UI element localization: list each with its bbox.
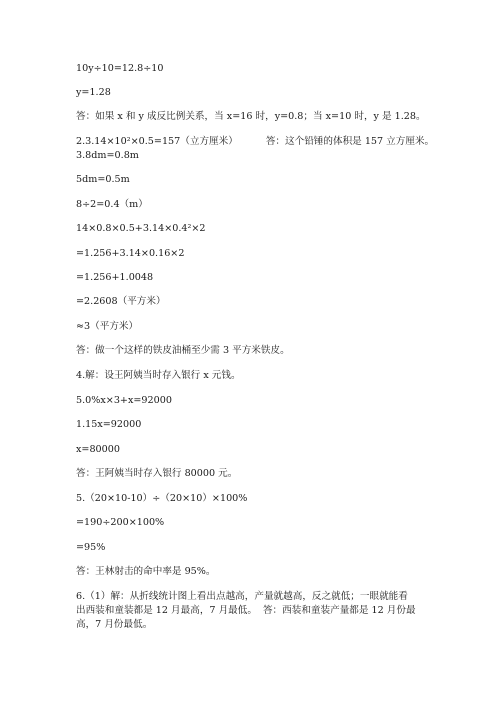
text-line: 8÷2=0.4（m）	[76, 199, 148, 210]
text-line: 答：如果 x 和 y 成反比例关系，当 x=16 时，y=0.8；当 x=10 时，y 是 1.28。	[76, 111, 426, 122]
text-line: 高，7 月份最低。	[76, 619, 153, 630]
text-line	[76, 135, 434, 148]
text-line: 1.15x=92000	[76, 419, 142, 430]
text-line: 4.解：设王阿姨当时存入银行 x 元钱。	[76, 370, 241, 381]
text-line: 5dm=0.5m	[76, 174, 130, 185]
text-line	[76, 604, 416, 617]
text-line: x=80000	[76, 444, 120, 455]
text-line: =190÷200×100%	[76, 517, 165, 528]
text-line: y=1.28	[76, 87, 111, 98]
text-line: =1.256+3.14×0.16×2	[76, 248, 185, 259]
text-line: =1.256+1.0048	[76, 272, 154, 283]
text-line: 6.（1）解：从折线统计图上看出点越高，产量就越高，反之就低；一眼就能看	[76, 591, 408, 602]
text-line: 答：王林射击的命中率是 95%。	[76, 566, 216, 577]
text-line: 答：做一个这样的铁皮油桶至少需 3 平方米铁皮。	[76, 345, 290, 356]
text-line: =2.2608（平方米）	[76, 296, 166, 307]
text-line: 14×0.8×0.5+3.14×0.4²×2	[76, 223, 206, 234]
text-line: 5.（20×10-10）÷（20×10）×100%	[76, 493, 248, 504]
text-line: =95%	[76, 542, 106, 553]
text-line: ≈3（平方米）	[76, 321, 139, 332]
text-segment: 答：西装和童装产量都是 12 月份最	[262, 605, 416, 616]
text-line: 答：王阿姨当时存入银行 80000 元。	[76, 468, 238, 479]
text-line: 10y÷10=12.8÷10	[76, 63, 164, 74]
text-segment: 2.3.14×10²×0.5=157（立方厘米）	[76, 136, 238, 147]
text-segment: 答：这个铅锤的体积是 157 立方厘米。	[265, 136, 435, 147]
text-line: 5.0%x×3+x=92000	[76, 395, 172, 406]
text-line: 3.8dm=0.8m	[76, 150, 139, 161]
text-segment: 出西装和童装都是 12 月最高，7 月最低。	[76, 605, 257, 616]
